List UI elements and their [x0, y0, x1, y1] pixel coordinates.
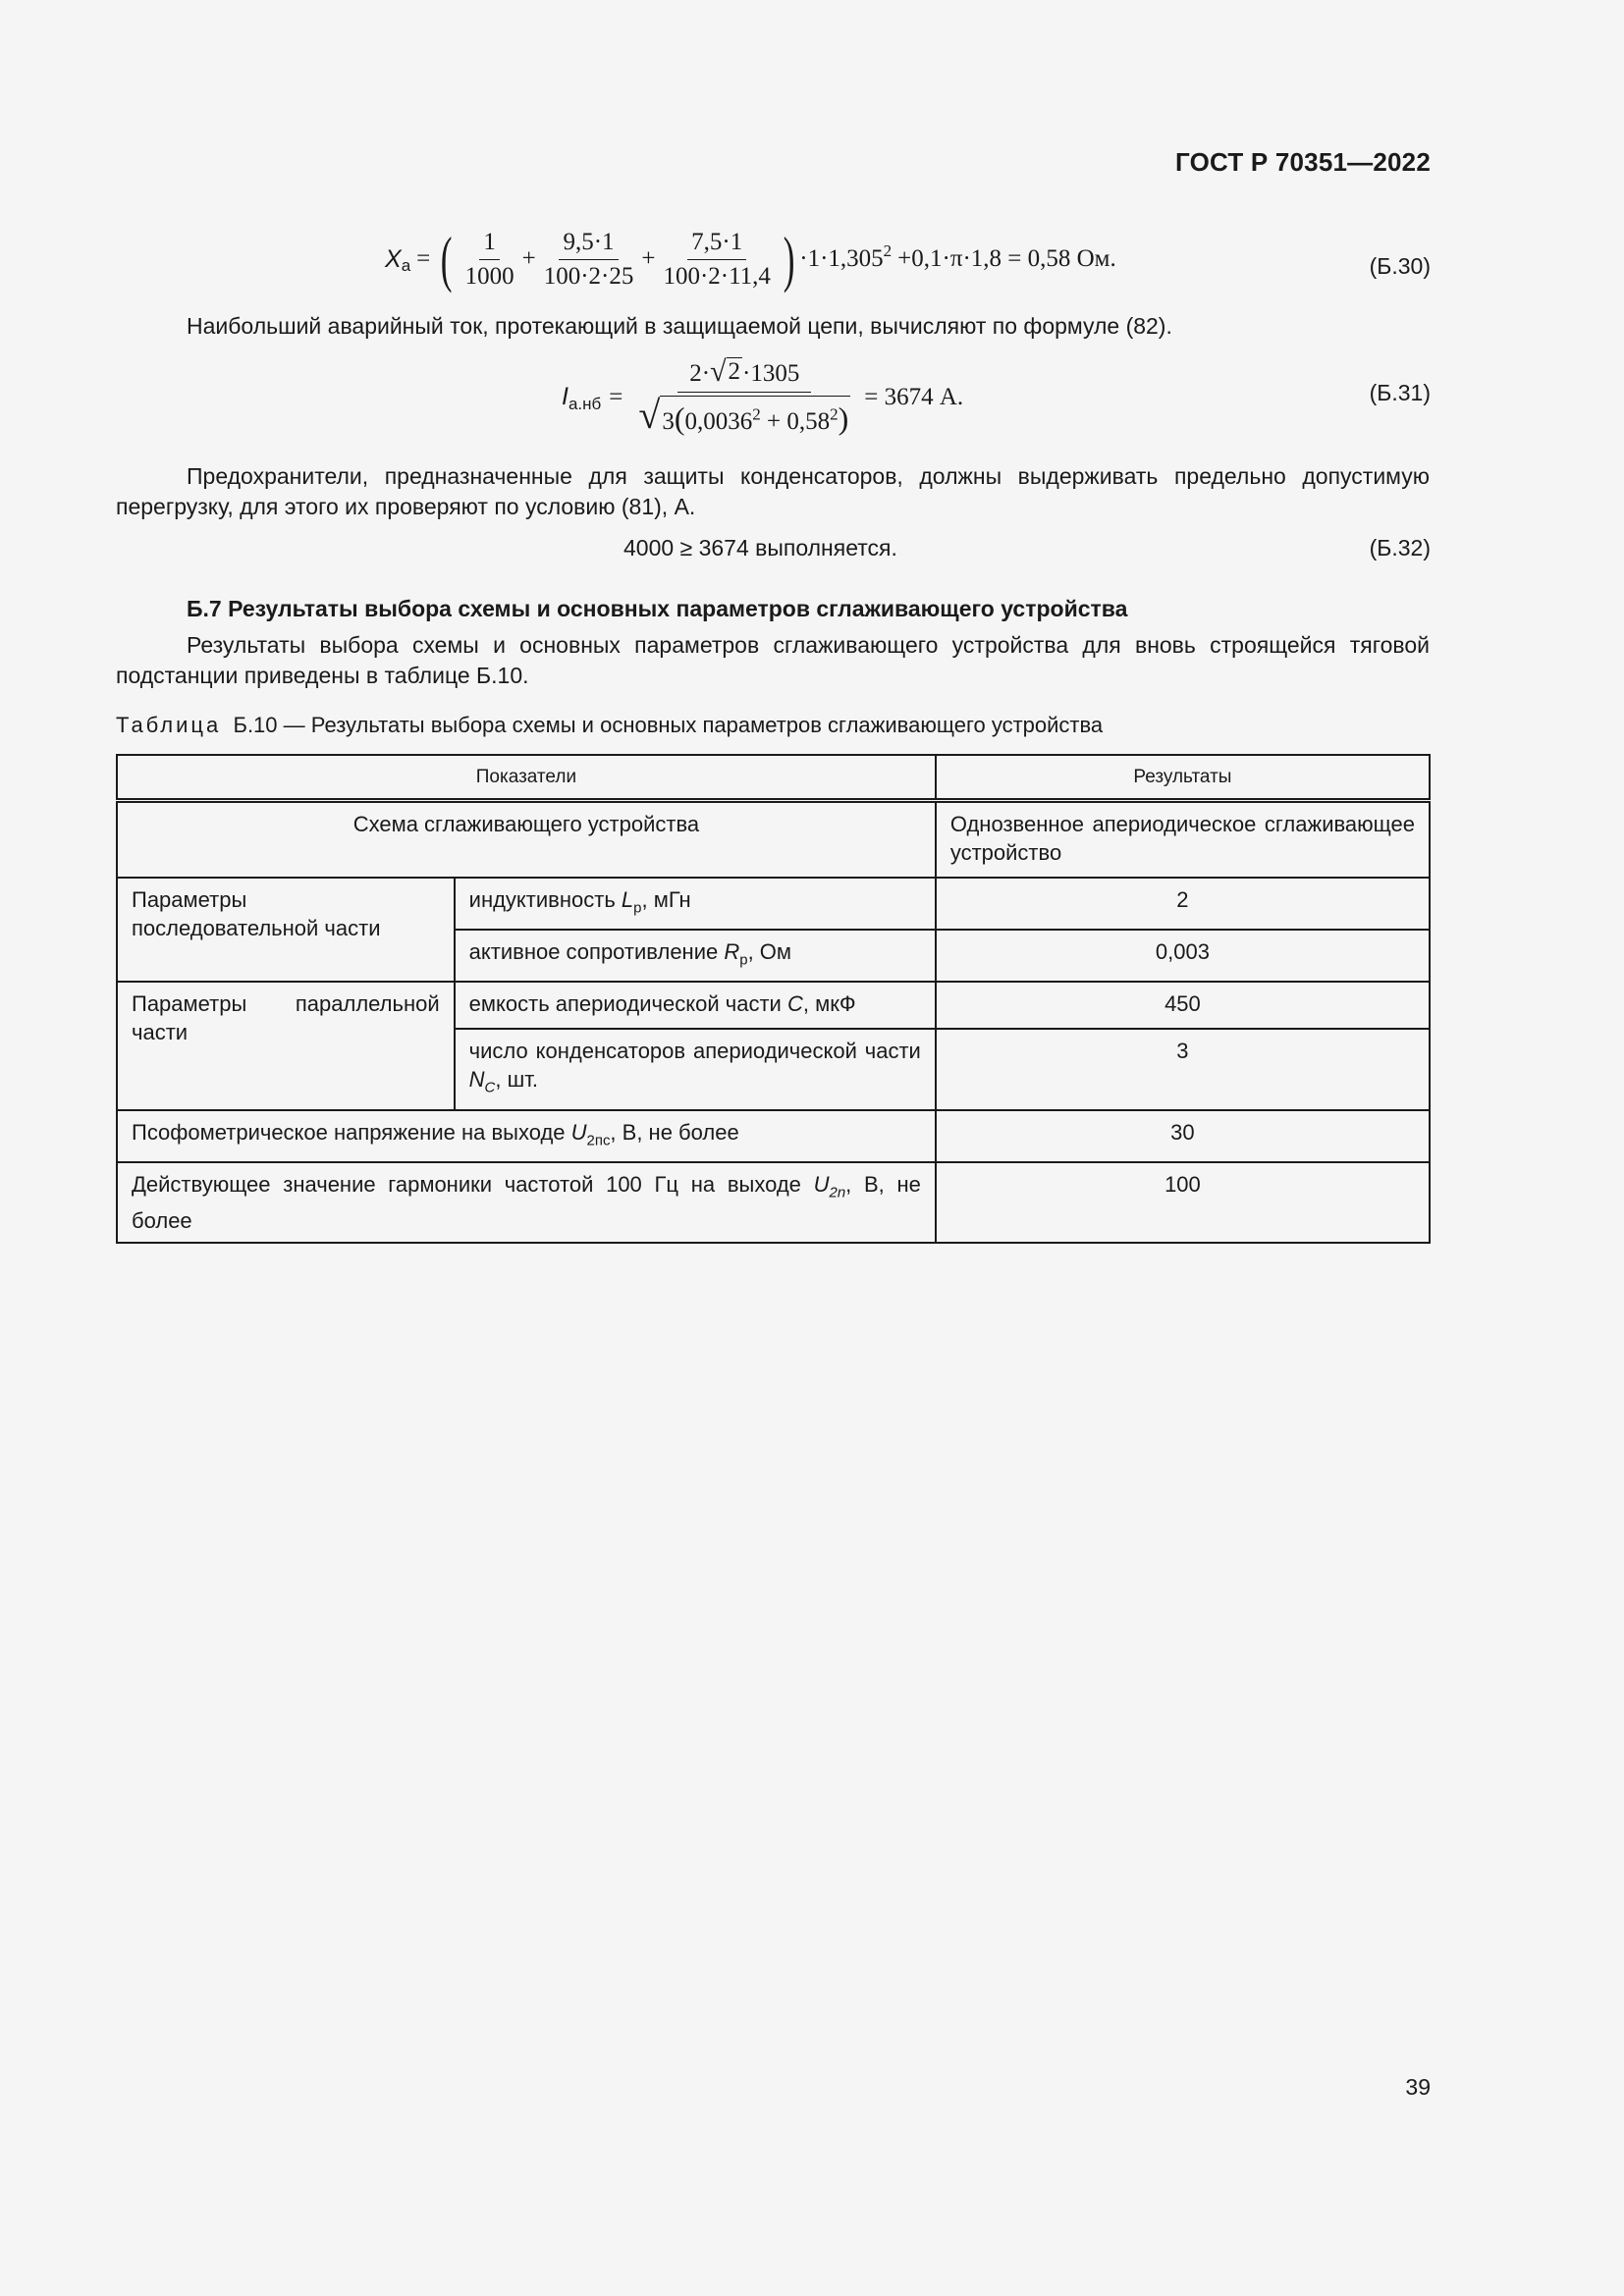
cell-harm-value: 100: [936, 1162, 1430, 1243]
capacity-text-b: , мкФ: [802, 991, 856, 1017]
formula-b31-frac: [634, 357, 854, 437]
cell-harm-label: [117, 1162, 936, 1243]
section-title: Б.7 Результаты выбора схемы и основных параметров сглаживающего устройства: [187, 596, 1128, 621]
inductance-sub: р: [633, 898, 642, 916]
cell-scheme-value: Однозвенное апериодическое сглаживающее устройство: [936, 801, 1430, 878]
formula-b31-den-close: ): [838, 400, 849, 436]
table-row: [117, 878, 1430, 930]
harm-text-a: Действующее значение гармоники частотой 100 Гц на выходе: [132, 1172, 814, 1198]
psof-sub: 2пс: [586, 1132, 611, 1149]
harm-sym: U: [813, 1172, 830, 1198]
table-caption-word: Таблица: [116, 713, 222, 737]
formula-b32: 4000 ≥ 3674 выполняется.: [623, 535, 897, 561]
formula-b31-den-a: 3: [662, 408, 675, 435]
paragraph-1: Наибольший аварийный ток, протекающий в защищаемой цепи, вычисляют по формуле (82).: [187, 313, 1172, 339]
page-number: 39: [1405, 2074, 1431, 2100]
psof-sym: U: [570, 1119, 587, 1145]
table-row: [117, 801, 1430, 878]
table-row: [117, 1162, 1430, 1243]
formula-b31: [562, 357, 963, 437]
cell-series-group: Параметры последовательной части: [117, 878, 455, 983]
formula-b31-tail: = 3674 А.: [864, 383, 964, 410]
formula-b30-lhs: X: [385, 244, 402, 273]
table-caption: [116, 713, 1103, 738]
formula-b30-tail-sup: 2: [883, 241, 893, 260]
cell-psof-label: [117, 1110, 936, 1162]
results-table: [116, 754, 1431, 1244]
table-header-row: [117, 755, 1430, 801]
psof-text-a: Псофометрическое напряжение на выходе: [132, 1119, 571, 1145]
cell-count-value: 3: [936, 1029, 1430, 1109]
formula-b31-den-open: (: [674, 400, 685, 436]
formula-b30-eq: =: [416, 245, 431, 272]
psof-text-b: , В, не более: [610, 1119, 739, 1145]
formula-b32-number: (Б.32): [1369, 535, 1431, 561]
resistance-sym: R: [724, 938, 740, 964]
cell-inductance-label: [455, 878, 936, 930]
formula-b30-frac1-num: 1: [479, 229, 500, 260]
formula-b30-frac3-num: 7,5·1: [687, 229, 746, 260]
count-sub: C: [484, 1079, 496, 1096]
formula-b30-frac2-num: 9,5·1: [559, 229, 618, 260]
formula-b31-den-sup2: 2: [830, 404, 839, 424]
cell-capacity-value: 450: [936, 982, 1430, 1029]
formula-b30-tail-a: ·1·1,305: [799, 245, 884, 272]
formula-b31-num: [677, 357, 811, 393]
table-row: [117, 1110, 1430, 1162]
formula-b30-lhs-sub: а: [401, 256, 411, 275]
cell-count-label: [455, 1029, 936, 1109]
table-row: [117, 982, 1430, 1029]
inductance-sym: L: [621, 886, 634, 912]
cell-parallel-group: Параметры параллельной части: [117, 982, 455, 1109]
inductance-text-a: индуктивность: [468, 886, 622, 912]
formula-b30-frac3-den: 100·2·11,4: [663, 262, 771, 290]
cell-scheme-label: Схема сглаживающего устройства: [117, 801, 936, 878]
formula-b31-lhs: I: [562, 383, 568, 410]
cell-resistance-label: [455, 930, 936, 982]
formula-b31-num-sqrt: [710, 357, 742, 387]
formula-b30-frac1: [461, 229, 518, 291]
formula-b30: [385, 224, 1116, 294]
formula-b30-number: (Б.30): [1369, 253, 1431, 279]
formula-b31-den: [634, 393, 854, 437]
sqrt-sign-icon: √: [638, 393, 661, 437]
formula-b30-frac2: [540, 229, 638, 291]
capacity-text-a: емкость апериодической части: [468, 991, 787, 1017]
capacity-sym: C: [786, 991, 803, 1017]
formula-b31-num-a: 2·: [689, 360, 711, 387]
resistance-sub: р: [739, 951, 748, 969]
paragraph-3: Результаты выбора схемы и основных параметров сглаживающего устройства для вновь строящейся тяговой подстанции приведены в таблице Б.10.: [116, 632, 1430, 688]
harm-sub: 2n: [829, 1184, 846, 1201]
document-code: ГОСТ Р 70351—2022: [1175, 147, 1431, 177]
formula-b31-number: (Б.31): [1369, 380, 1431, 405]
formula-b30-close: ): [783, 224, 795, 294]
count-text-a: число конденсаторов апериодической части: [468, 1039, 921, 1064]
formula-b30-open: (: [441, 224, 453, 294]
formula-b31-den-sup1: 2: [752, 404, 761, 424]
cell-resistance-value: 0,003: [936, 930, 1430, 982]
formula-b30-frac3: [659, 229, 774, 291]
cell-capacity-label: [455, 982, 936, 1029]
cell-inductance-value: 2: [936, 878, 1430, 930]
formula-b31-den-b: 0,0036: [684, 408, 753, 435]
cell-psof-value: 30: [936, 1110, 1430, 1162]
formula-b31-num-b: ·1305: [742, 360, 800, 387]
formula-b31-eq: =: [609, 383, 623, 410]
formula-b31-den-sqrt: [638, 393, 850, 437]
count-text-b: , шт.: [495, 1067, 538, 1093]
harm-text-b: , В, не более: [132, 1172, 921, 1234]
formula-b31-den-c: + 0,58: [766, 408, 831, 435]
formula-b31-den-rad: [660, 396, 850, 437]
formula-b31-num-rad: 2: [728, 358, 741, 385]
resistance-text-b: , Ом: [747, 938, 792, 964]
resistance-text-a: активное сопротивление: [468, 938, 725, 964]
formula-b30-plus2: +: [641, 245, 656, 272]
formula-b30-plus1: +: [521, 245, 536, 272]
formula-b31-lhs-sub: а.нб: [568, 394, 602, 413]
paragraph-2: Предохранители, предназначенные для защиты конденсаторов, должны выдерживать предельно допустимую перегрузку, для этого их проверяют по условию (81), А.: [116, 463, 1430, 519]
table-caption-text: Б.10 — Результаты выбора схемы и основных параметров сглаживающего устройства: [233, 713, 1104, 737]
inductance-text-b: , мГн: [641, 886, 691, 912]
header-indicators: Показатели: [117, 755, 936, 801]
formula-b30-frac2-den: 100·2·25: [543, 262, 634, 290]
formula-b30-frac1-den: 1000: [464, 262, 514, 290]
count-sym: N: [468, 1067, 485, 1093]
sqrt-sign-icon: √: [710, 355, 727, 388]
formula-b30-tail-b: +0,1·π·1,8 = 0,58 Ом.: [897, 245, 1116, 272]
header-results: Результаты: [936, 755, 1430, 801]
